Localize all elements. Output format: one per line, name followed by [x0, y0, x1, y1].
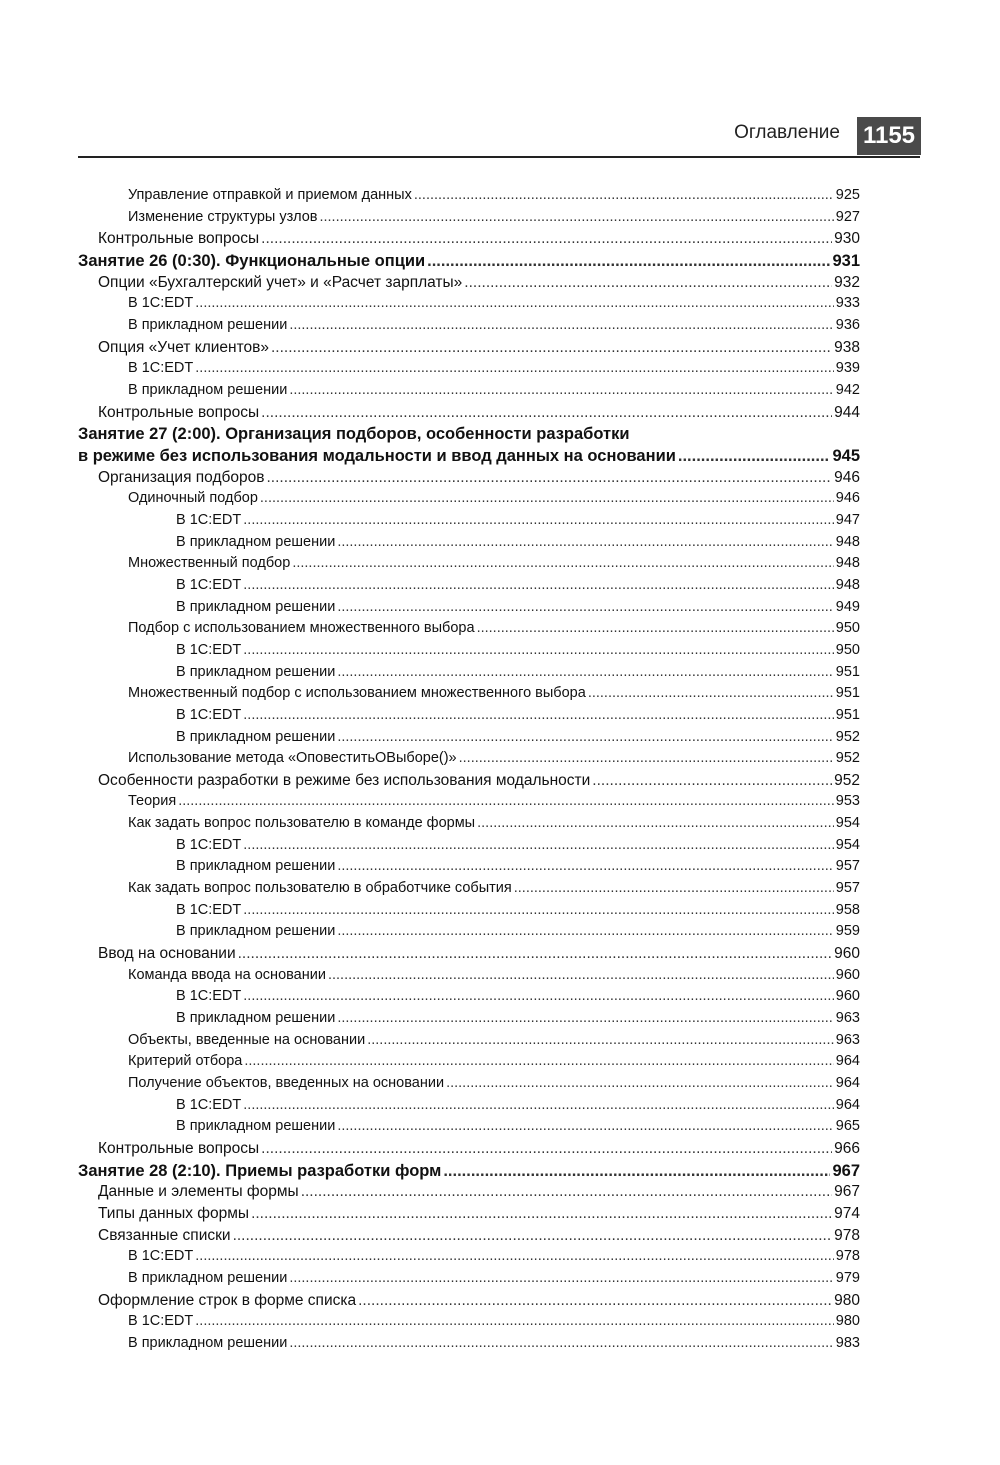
toc-entry[interactable] [176, 534, 860, 550]
toc-entry[interactable] [128, 187, 860, 203]
dot-leader [514, 880, 834, 896]
toc-entry[interactable] [128, 1248, 860, 1264]
dot-leader [178, 793, 834, 809]
toc-entry-title: Множественный подбор с использованием множественного выбора [128, 685, 586, 702]
toc-entry-title: Оформление строк в форме списка [98, 1291, 357, 1309]
toc-page-number: 946 [834, 468, 860, 486]
dot-leader [243, 837, 834, 853]
toc-entry[interactable] [128, 815, 860, 831]
toc-page-number: 948 [835, 576, 860, 593]
header-divider [78, 156, 920, 158]
toc-entry[interactable] [128, 360, 860, 376]
toc-entry-title: Объекты, введенные на основании [128, 1031, 366, 1048]
toc-page-number: 950 [835, 641, 860, 658]
toc-entry[interactable] [176, 664, 860, 680]
toc-page-number: 945 [832, 446, 860, 465]
toc-page-number: 949 [835, 598, 860, 615]
toc-entry[interactable] [176, 1097, 860, 1113]
dot-leader [367, 1032, 834, 1048]
toc-entry[interactable] [176, 729, 860, 745]
dot-leader [459, 750, 834, 766]
dot-leader [337, 858, 833, 874]
dot-leader [261, 230, 832, 248]
toc-entry[interactable] [128, 1032, 860, 1048]
dot-leader [443, 1162, 830, 1181]
dot-leader [337, 729, 833, 745]
toc-entry[interactable] [176, 1010, 860, 1026]
toc-entry[interactable] [128, 295, 860, 311]
dot-leader [243, 577, 834, 593]
dot-leader [244, 1053, 833, 1069]
toc-page-number: 954 [835, 836, 860, 853]
toc-entry-title: Как задать вопрос пользователю в обработчике события [128, 880, 512, 897]
toc-entry[interactable] [98, 772, 860, 790]
toc-entry[interactable] [128, 555, 860, 571]
toc-entry[interactable] [128, 685, 860, 701]
toc-entry-title: Типы данных формы [98, 1205, 250, 1223]
toc-entry-title: Получение объектов, введенных на основании [128, 1075, 445, 1092]
toc-entry-title: В прикладном решении [128, 316, 288, 333]
dot-leader [301, 1183, 832, 1201]
dot-leader [319, 209, 833, 225]
toc-entry-title: Одиночный подбор [128, 490, 258, 507]
toc-entry-title: В прикладном решении [176, 533, 336, 550]
dot-leader [358, 1292, 832, 1310]
toc-entry-title: В прикладном решении [176, 1010, 336, 1027]
dot-leader [195, 1313, 834, 1329]
toc-page-number: 980 [834, 1291, 860, 1309]
toc-entry[interactable] [176, 707, 860, 723]
toc-entry[interactable] [128, 1075, 860, 1091]
toc-chapter-entry[interactable] [78, 1162, 860, 1181]
toc-entry[interactable] [128, 1053, 860, 1069]
toc-entry-title: Организация подборов [98, 468, 265, 486]
toc-chapter-entry[interactable] [78, 252, 860, 271]
toc-entry[interactable] [128, 750, 860, 766]
toc-entry-title: Управление отправкой и приемом данных [128, 187, 412, 203]
toc-entry[interactable] [98, 1140, 860, 1158]
toc-entry-title: В прикладном решении [176, 858, 336, 875]
toc-page-number: 963 [835, 1031, 860, 1048]
toc-page-number: 948 [835, 555, 860, 572]
toc-entry[interactable] [176, 902, 860, 918]
toc-entry-title: Контрольные вопросы [98, 230, 260, 248]
toc-page-number: 946 [835, 490, 860, 507]
toc-page-number: 951 [835, 706, 860, 723]
toc-entry[interactable] [128, 382, 860, 398]
toc-entry[interactable] [98, 230, 860, 248]
toc-entry-title: В 1C:EDT [176, 901, 242, 918]
toc-entry-title: Множественный подбор [128, 555, 291, 572]
dot-leader [195, 360, 834, 376]
toc-page-number: 932 [834, 273, 860, 291]
toc-entry-title: В прикладном решении [128, 1270, 288, 1286]
toc-entry[interactable] [176, 858, 860, 874]
toc-page-number: 980 [835, 1313, 860, 1330]
toc-page-number: 930 [834, 230, 860, 248]
toc-entry-title: Контрольные вопросы [98, 403, 260, 421]
toc-page-number: 933 [835, 295, 860, 312]
toc-page-number: 954 [835, 815, 860, 832]
toc-page-number: 967 [832, 1161, 860, 1180]
dot-leader [238, 945, 833, 963]
toc-entry[interactable] [128, 209, 860, 225]
toc-entry-title: В 1C:EDT [176, 641, 242, 658]
toc-entry-title: Теория [128, 793, 177, 810]
toc-entry[interactable] [128, 880, 860, 896]
toc-entry-title: В 1C:EDT [128, 360, 194, 377]
toc-entry[interactable] [176, 1118, 860, 1134]
toc-page-number: 951 [835, 685, 860, 702]
toc-page-number: 952 [835, 728, 860, 745]
dot-leader [477, 815, 834, 831]
toc-entry[interactable] [176, 599, 860, 615]
toc-entry-title: В 1C:EDT [176, 706, 242, 723]
dot-leader [260, 490, 834, 506]
toc-chapter-entry[interactable] [78, 447, 860, 466]
dot-leader [337, 923, 833, 939]
toc-page-number: 957 [835, 858, 860, 875]
toc-page-number: 974 [834, 1205, 860, 1223]
toc-entry[interactable] [98, 339, 860, 357]
toc-page-number: 963 [835, 1010, 860, 1027]
toc-page-number: 931 [832, 251, 860, 270]
toc-entry-title: В 1C:EDT [128, 1248, 194, 1265]
toc-entry-title: Изменение структуры узлов [128, 208, 318, 225]
dot-leader [337, 664, 833, 680]
toc-entry-title: в режиме без использования модальности и ввод данных на основании [78, 446, 676, 465]
dot-leader [243, 642, 834, 658]
toc-entry-title: Занятие 26 (0:30). Функциональные опции [78, 251, 426, 270]
dot-leader [414, 187, 834, 203]
toc-entry-title: В прикладном решении [176, 598, 336, 615]
toc-entry[interactable] [176, 642, 860, 658]
toc-page-number: 966 [834, 1140, 860, 1158]
dot-leader [289, 1270, 833, 1286]
toc-page-number: 978 [835, 1248, 860, 1265]
toc-page-number: 959 [835, 923, 860, 940]
toc-entry-title: Ввод на основании [98, 945, 236, 963]
toc-page-number: 979 [835, 1270, 860, 1286]
toc-entry-title: Опции «Бухгалтерский учет» и «Расчет зарплаты» [98, 273, 463, 291]
toc-page-number: 960 [834, 945, 860, 963]
dot-leader [337, 1118, 833, 1134]
toc-page-number: 951 [835, 663, 860, 680]
toc-page-number: 948 [835, 533, 860, 550]
toc-entry-title: В прикладном решении [128, 1334, 288, 1351]
running-header-title: Оглавление [734, 122, 840, 143]
toc-page-number: 939 [835, 360, 860, 377]
toc-page-number: 965 [835, 1118, 860, 1135]
toc-page-number: 942 [835, 381, 860, 398]
toc-page-number: 938 [834, 338, 860, 356]
toc-entry-title: В 1C:EDT [176, 511, 242, 528]
toc-entry[interactable] [98, 1205, 860, 1223]
dot-leader [271, 339, 832, 357]
toc-page-number: 953 [835, 793, 860, 810]
toc-entry-title: Особенности разработки в режиме без использования модальности [98, 771, 591, 789]
toc-entry[interactable] [128, 793, 860, 809]
toc-page-number: 964 [835, 1096, 860, 1113]
toc-entry[interactable] [128, 317, 860, 333]
toc-page-number: 967 [834, 1183, 860, 1201]
dot-leader [233, 1227, 833, 1245]
dot-leader [588, 685, 834, 701]
dot-leader [289, 382, 833, 398]
toc-entry-title: Занятие 28 (2:10). Приемы разработки форм [78, 1161, 442, 1180]
toc-entry[interactable] [98, 404, 860, 422]
toc-entry[interactable] [176, 837, 860, 853]
toc-page-number: 947 [835, 511, 860, 528]
toc-chapter-title-line1: Занятие 27 (2:00). Организация подборов, особенности разработки [78, 425, 630, 444]
dot-leader [251, 1205, 832, 1223]
page-number-badge: 1155 [857, 117, 921, 155]
toc-entry-title: Критерий отбора [128, 1053, 243, 1070]
toc-entry-title: В прикладном решении [176, 923, 336, 940]
toc-entry-title: В прикладном решении [176, 1118, 336, 1135]
dot-leader [289, 317, 833, 333]
dot-leader [328, 967, 834, 983]
dot-leader [678, 447, 831, 466]
toc-page-number: 952 [834, 771, 860, 789]
toc-entry-title: В прикладном решении [128, 381, 288, 398]
toc-entry-title: В прикладном решении [176, 663, 336, 680]
toc-entry[interactable] [176, 577, 860, 593]
dot-leader [243, 988, 834, 1004]
toc-entry-title: В 1C:EDT [176, 836, 242, 853]
toc-entry-title: Как задать вопрос пользователю в команде формы [128, 815, 476, 832]
toc-page-number: 960 [835, 966, 860, 983]
toc-entry-title: Использование метода «ОповеститьОВыборе()» [128, 750, 457, 767]
toc-entry[interactable] [128, 967, 860, 983]
toc-page-number: 950 [835, 620, 860, 637]
toc-entry-title: Подбор с использованием множественного выбора [128, 620, 475, 637]
toc-entry-title: В прикладном решении [176, 728, 336, 745]
toc-entry[interactable] [128, 490, 860, 506]
toc-entry[interactable] [176, 512, 860, 528]
toc-entry-title: В 1C:EDT [176, 576, 242, 593]
toc-page-number: 957 [835, 880, 860, 897]
toc-page-number: 952 [835, 750, 860, 767]
toc-entry[interactable] [128, 620, 860, 636]
toc-entry[interactable] [176, 988, 860, 1004]
dot-leader [289, 1335, 833, 1351]
toc-page-number: 960 [835, 988, 860, 1005]
dot-leader [243, 1097, 834, 1113]
toc-page-number: 936 [835, 316, 860, 333]
toc-entry[interactable] [98, 1292, 860, 1310]
dot-leader [446, 1075, 834, 1091]
dot-leader [261, 404, 832, 422]
dot-leader [195, 295, 834, 311]
toc-entry-title: В 1C:EDT [128, 1313, 194, 1330]
toc-page-number: 978 [834, 1226, 860, 1244]
dot-leader [292, 555, 833, 571]
toc-page-number: 964 [835, 1075, 860, 1092]
toc-page-number: 964 [835, 1053, 860, 1070]
toc-entry[interactable] [176, 923, 860, 939]
toc-entry[interactable] [128, 1270, 860, 1286]
dot-leader [477, 620, 834, 636]
toc-page-number: 958 [835, 901, 860, 918]
toc-page-number: 944 [834, 403, 860, 421]
toc-entry[interactable] [98, 469, 860, 487]
dot-leader [427, 252, 830, 271]
dot-leader [261, 1140, 832, 1158]
toc-entry-title: Связанные списки [98, 1226, 231, 1244]
toc-page-number: 927 [835, 208, 860, 225]
toc-entry-title: Данные и элементы формы [98, 1183, 299, 1201]
dot-leader [243, 902, 834, 918]
toc-entry[interactable] [128, 1335, 860, 1351]
toc-entry-title: Команда ввода на основании [128, 966, 326, 983]
toc-entry[interactable] [98, 945, 860, 963]
dot-leader [195, 1248, 834, 1264]
dot-leader [337, 1010, 833, 1026]
toc-entry-title: В 1C:EDT [176, 988, 242, 1005]
toc-entry-title: Контрольные вопросы [98, 1140, 260, 1158]
dot-leader [266, 469, 832, 487]
toc-entry[interactable] [98, 1227, 860, 1245]
dot-leader [592, 772, 832, 790]
toc-entry[interactable] [128, 1313, 860, 1329]
toc-entry[interactable] [98, 274, 860, 292]
toc-entry[interactable] [98, 1183, 860, 1201]
dot-leader [243, 707, 834, 723]
dot-leader [243, 512, 834, 528]
dot-leader [337, 599, 833, 615]
toc-entry-title: В 1C:EDT [176, 1096, 242, 1113]
dot-leader [464, 274, 832, 292]
toc-page-number: 983 [835, 1334, 860, 1351]
toc-entry-title: В 1C:EDT [128, 295, 194, 312]
dot-leader [337, 534, 833, 550]
toc-entry-title: Опция «Учет клиентов» [98, 338, 269, 356]
toc-page-number: 925 [835, 187, 860, 203]
